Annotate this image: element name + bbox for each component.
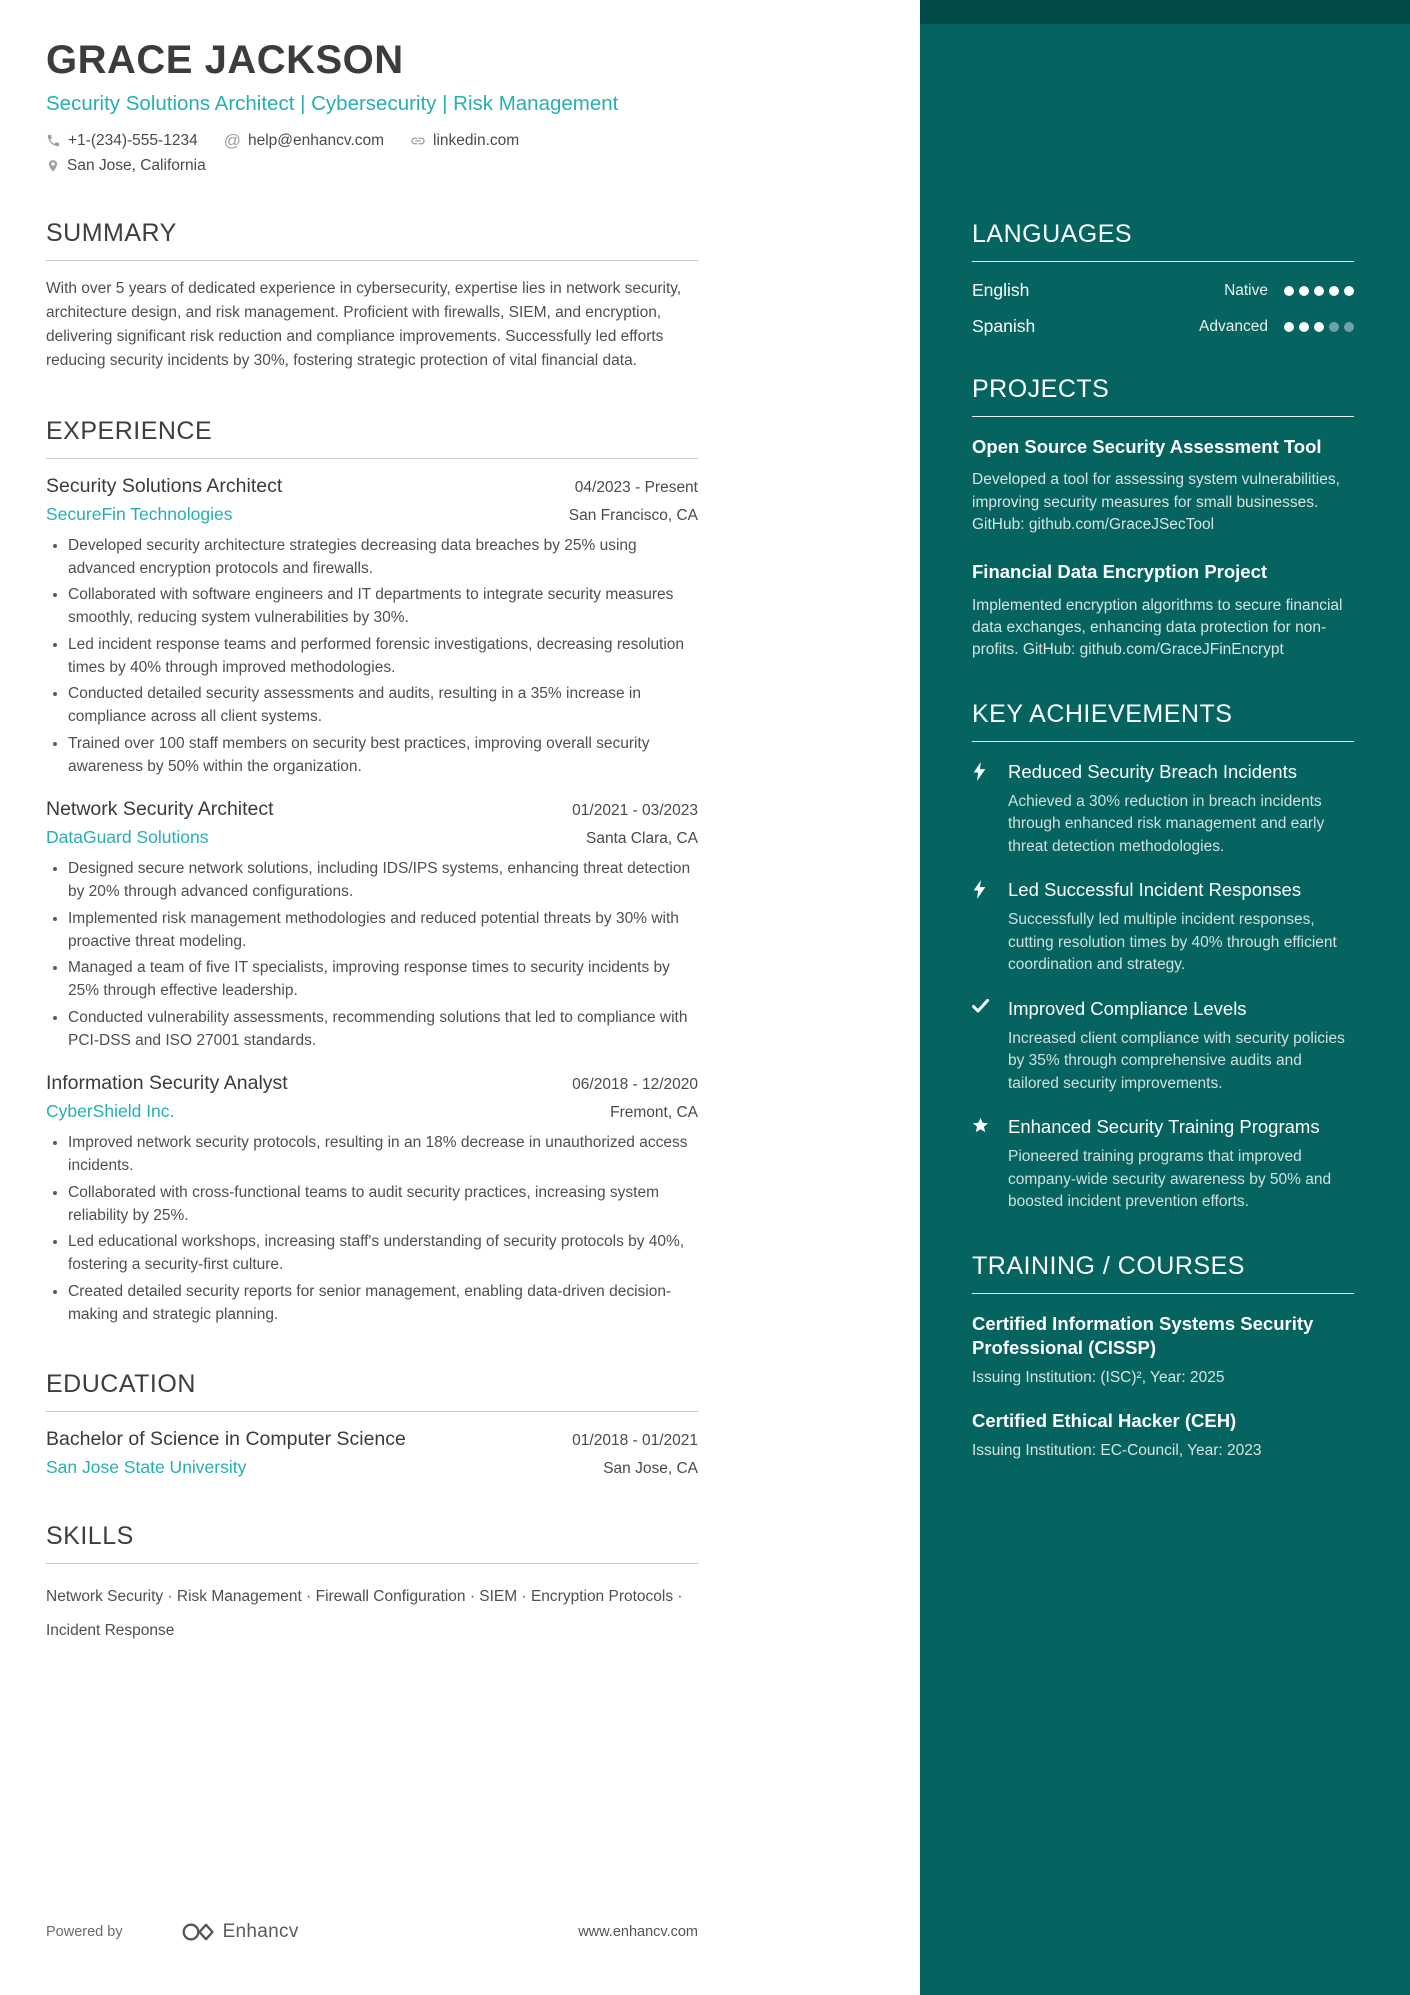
company-name: SecureFin Technologies bbox=[46, 503, 233, 524]
star-icon bbox=[972, 1115, 994, 1213]
bolt-icon bbox=[972, 878, 994, 976]
company-name: DataGuard Solutions bbox=[46, 827, 209, 848]
candidate-name: GRACE JACKSON bbox=[46, 38, 404, 82]
email-contact[interactable] bbox=[224, 131, 384, 151]
bullet-item: • Conducted detailed security assessments and audits, resulting in a 35% increase in compliance across all client systems. bbox=[68, 682, 698, 729]
bolt-icon bbox=[972, 760, 994, 858]
achievement-description: Successfully led multiple incident responses, cutting resolution times by 40% through efficient coordination and strategy. bbox=[1008, 911, 1337, 974]
course-item bbox=[972, 1312, 1354, 1389]
key-achievements-heading: KEY ACHIEVEMENTS bbox=[972, 700, 1354, 742]
link-icon bbox=[410, 133, 426, 149]
phone-number: +1-(234)-555-1234 bbox=[68, 131, 198, 149]
achievement-description: Increased client compliance with security policies by 35% through comprehensive audits and tailored security improvements. bbox=[1008, 1029, 1345, 1092]
education-heading: EDUCATION bbox=[46, 1370, 698, 1412]
summary-section bbox=[46, 219, 698, 373]
link-url: linkedin.com bbox=[433, 131, 520, 149]
proficiency-dot bbox=[1344, 322, 1354, 332]
skills-heading: SKILLS bbox=[46, 1522, 698, 1564]
achievement-description: Achieved a 30% reduction in breach incidents through enhanced risk management and early threat detection methodologies. bbox=[1008, 792, 1325, 855]
achievement-title: Improved Compliance Levels bbox=[1008, 997, 1247, 1019]
job-location: Santa Clara, CA bbox=[586, 830, 698, 848]
sidebar-top-strip bbox=[920, 0, 1410, 24]
job-title: Information Security Analyst bbox=[46, 1072, 288, 1095]
experience-entry bbox=[46, 475, 698, 779]
languages-heading: LANGUAGES bbox=[972, 220, 1354, 262]
contact-row bbox=[46, 131, 698, 151]
bullet-item: • Implemented risk management methodologies and reduced potential threats by 30% with proactive threat modeling. bbox=[68, 907, 698, 954]
job-dates: 01/2021 - 03/2023 bbox=[572, 802, 698, 820]
enhancv-logo[interactable] bbox=[181, 1921, 299, 1943]
achievement-title: Led Successful Incident Responses bbox=[1008, 879, 1302, 901]
enhancv-logo-mark bbox=[181, 1921, 215, 1943]
job-bullet-list bbox=[46, 857, 698, 1052]
check-icon bbox=[972, 997, 994, 1095]
email-address: help@enhancv.com bbox=[247, 131, 385, 149]
projects-section bbox=[972, 375, 1354, 662]
achievement-item bbox=[972, 760, 1354, 858]
location-text: San Jose, California bbox=[67, 156, 206, 174]
resume-main-column bbox=[46, 0, 698, 1647]
achievement-item bbox=[972, 997, 1354, 1095]
bullet-item: • Led educational workshops, increasing staff's understanding of security protocols by 40%, fostering a security-first culture. bbox=[68, 1230, 698, 1277]
experience-heading: EXPERIENCE bbox=[46, 417, 698, 459]
job-dates: 04/2023 - Present bbox=[574, 478, 698, 496]
summary-text: With over 5 years of dedicated experience in cybersecurity, expertise lies in network security, architecture design, and risk management. Proficient with firewalls, SIEM, and encryption, delivering significant risk reduction and compliance improvements. Successfully led efforts reducing security incidents by 30%, fostering strategic protection of vital financial data. bbox=[46, 279, 682, 369]
experience-entry bbox=[46, 798, 698, 1052]
project-item bbox=[972, 435, 1354, 536]
training-courses-section bbox=[972, 1252, 1354, 1462]
bullet-item: • Designed secure network solutions, including IDS/IPS systems, enhancing threat detection by 20% through advanced configurations. bbox=[68, 857, 698, 904]
bullet-item: • Led incident response teams and performed forensic investigations, decreasing resolution times by 40% through improved methodologies. bbox=[68, 633, 698, 680]
course-detail: Issuing Institution: (ISC)², Year: 2025 bbox=[972, 1368, 1225, 1386]
course-item bbox=[972, 1409, 1354, 1462]
project-description: Developed a tool for assessing system vulnerabilities, improving security measures for small businesses. GitHub: github.com/GraceJSecTool bbox=[972, 471, 1340, 533]
footer-website[interactable]: www.enhancv.com bbox=[578, 1924, 698, 1940]
skills-list: Network Security · Risk Management · Firewall Configuration · SIEM · Encryption Protocols · Incident Response bbox=[46, 1588, 683, 1639]
company-name: CyberShield Inc. bbox=[46, 1101, 175, 1122]
sidebar-content bbox=[920, 24, 1410, 1461]
proficiency-dot bbox=[1329, 286, 1339, 296]
projects-heading: PROJECTS bbox=[972, 375, 1354, 417]
job-bullet-list bbox=[46, 1131, 698, 1326]
job-location: Fremont, CA bbox=[610, 1104, 698, 1122]
summary-heading: SUMMARY bbox=[46, 219, 698, 261]
location-pin-icon bbox=[46, 158, 60, 174]
course-title: Certified Ethical Hacker (CEH) bbox=[972, 1409, 1237, 1431]
achievement-title: Reduced Security Breach Incidents bbox=[1008, 760, 1297, 782]
language-proficiency-dots bbox=[1284, 322, 1354, 332]
bullet-item: • Conducted vulnerability assessments, recommending solutions that led to compliance with PCI-DSS and ISO 27001 standards. bbox=[68, 1006, 698, 1053]
job-title: Security Solutions Architect bbox=[46, 474, 283, 497]
candidate-headline: Security Solutions Architect | Cybersecurity | Risk Management bbox=[46, 92, 619, 115]
language-level: Advanced bbox=[1199, 317, 1268, 335]
proficiency-dot bbox=[1344, 286, 1354, 296]
project-title: Financial Data Encryption Project bbox=[972, 561, 1268, 583]
bullet-item: • Collaborated with cross-functional teams to audit security practices, increasing system reliability by 25%. bbox=[68, 1181, 698, 1228]
bullet-item: • Created detailed security reports for senior management, enabling data-driven decision-making and strategic planning. bbox=[68, 1280, 698, 1327]
job-title: Network Security Architect bbox=[46, 798, 274, 821]
project-description: Implemented encryption algorithms to secure financial data exchanges, enhancing data protection for non-profits. GitHub: github.com/GraceJFinEncrypt bbox=[972, 596, 1343, 659]
proficiency-dot bbox=[1329, 322, 1339, 332]
bullet-item: • Trained over 100 staff members on security best practices, improving overall security awareness by 50% within the organization. bbox=[68, 732, 698, 779]
course-detail: Issuing Institution: EC-Council, Year: 2023 bbox=[972, 1441, 1262, 1459]
language-proficiency-dots bbox=[1284, 286, 1354, 296]
powered-by-label: Powered by bbox=[46, 1924, 123, 1940]
language-name: Spanish bbox=[972, 316, 1036, 336]
location-item bbox=[46, 157, 206, 175]
education-location: San Jose, CA bbox=[603, 1460, 698, 1478]
bullet-item: • Developed security architecture strategies decreasing data breaches by 25% using advanced encryption protocols and firewalls. bbox=[68, 534, 698, 581]
proficiency-dot bbox=[1299, 322, 1309, 332]
course-title: Certified Information Systems Security Professional (CISSP) bbox=[972, 1312, 1314, 1358]
language-name: English bbox=[972, 280, 1030, 300]
contact-row bbox=[46, 157, 698, 175]
page-footer bbox=[46, 1921, 698, 1943]
bullet-item: • Collaborated with software engineers and IT departments to integrate security measures smoothly, reducing system vulnerabilities by 30%. bbox=[68, 583, 698, 630]
enhancv-brand-text: Enhancv bbox=[222, 1921, 299, 1942]
job-location: San Francisco, CA bbox=[568, 506, 698, 524]
training-courses-heading: TRAINING / COURSES bbox=[972, 1252, 1354, 1294]
job-dates: 06/2018 - 12/2020 bbox=[572, 1076, 698, 1094]
job-bullet-list bbox=[46, 534, 698, 779]
experience-entry bbox=[46, 1072, 698, 1326]
bullet-item: • Managed a team of five IT specialists, improving response times to security incidents by 25% through effective leadership. bbox=[68, 956, 698, 1003]
school-name: San Jose State University bbox=[46, 1457, 247, 1478]
language-row bbox=[972, 280, 1354, 301]
languages-section bbox=[972, 220, 1354, 337]
contact-block bbox=[46, 131, 698, 175]
education-section bbox=[46, 1370, 698, 1478]
link-contact[interactable] bbox=[410, 132, 519, 150]
proficiency-dot bbox=[1314, 286, 1324, 296]
key-achievements-section bbox=[972, 700, 1354, 1214]
language-level: Native bbox=[1224, 281, 1268, 299]
proficiency-dot bbox=[1284, 286, 1294, 296]
project-title: Open Source Security Assessment Tool bbox=[972, 436, 1322, 457]
achievement-title: Enhanced Security Training Programs bbox=[1008, 1116, 1320, 1138]
achievement-description: Pioneered training programs that improved company-wide security awareness by 50% and boosted incident prevention efforts. bbox=[1008, 1148, 1332, 1211]
proficiency-dot bbox=[1314, 322, 1324, 332]
proficiency-dot bbox=[1299, 286, 1309, 296]
experience-section bbox=[46, 417, 698, 1327]
at-icon: @ bbox=[223, 130, 241, 150]
project-item bbox=[972, 560, 1354, 661]
skills-section bbox=[46, 1522, 698, 1647]
achievement-item bbox=[972, 1115, 1354, 1213]
language-row bbox=[972, 316, 1354, 337]
sidebar-panel bbox=[920, 0, 1410, 1995]
proficiency-dot bbox=[1284, 322, 1294, 332]
achievement-item bbox=[972, 878, 1354, 976]
bullet-item: • Improved network security protocols, resulting in an 18% decrease in unauthorized access incidents. bbox=[68, 1131, 698, 1178]
education-dates: 01/2018 - 01/2021 bbox=[572, 1432, 698, 1450]
phone-icon bbox=[46, 133, 61, 148]
degree-title: Bachelor of Science in Computer Science bbox=[46, 1428, 406, 1451]
phone-contact[interactable] bbox=[46, 132, 198, 150]
